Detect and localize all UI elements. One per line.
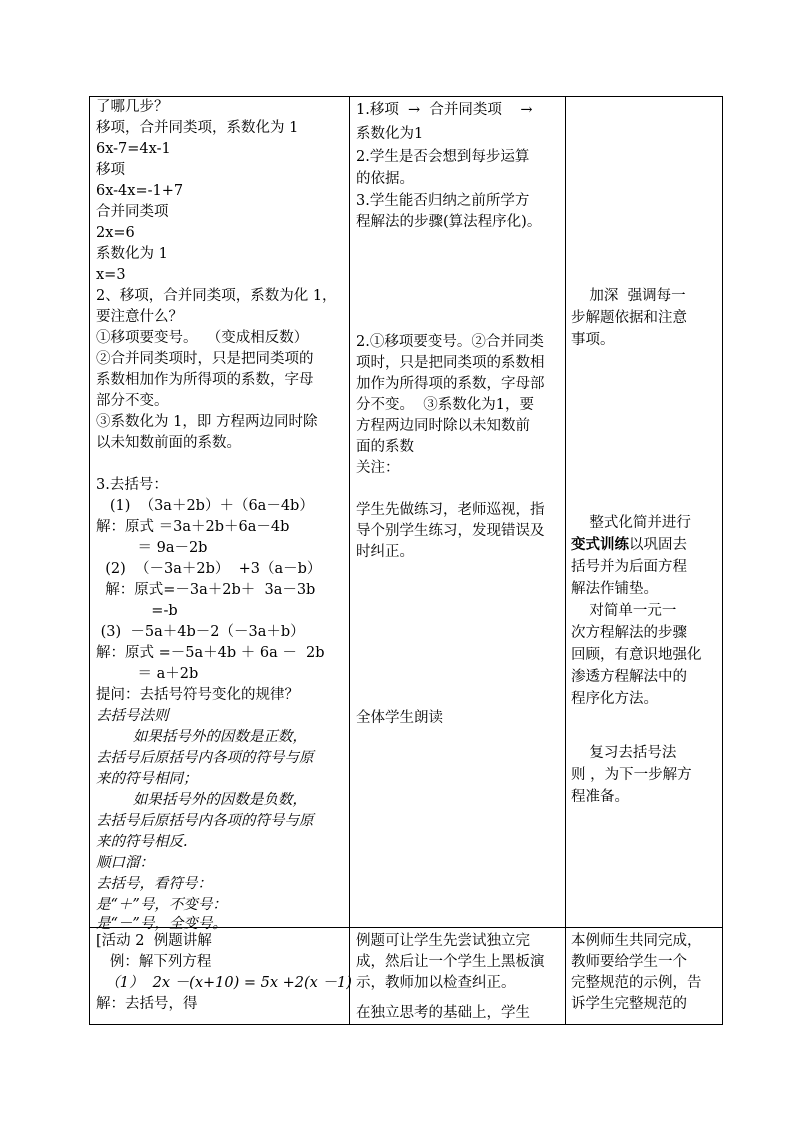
text-line: 合并同类项	[96, 204, 169, 220]
text-line: 导个别学生练习，发现错误及	[356, 523, 545, 539]
text-line: 复习去括号法	[571, 745, 677, 761]
text-line: 解：原式 =－5a＋4b ＋ 6a － 2b	[96, 645, 325, 661]
text-line: 解：原式=－3a＋2b＋ 3a－3b	[96, 582, 316, 598]
text-line: 的依据。	[356, 171, 414, 187]
rule-line: 去括号后原括号内各项的符号与原	[96, 813, 314, 829]
text-line: 部分不变。	[96, 393, 169, 409]
text-line: 移项	[96, 162, 125, 178]
bold-phrase: 变式训练	[571, 536, 629, 553]
teaching-content-cell	[90, 927, 350, 1024]
text-line: 以未知数前面的系数。	[96, 435, 241, 451]
text-line: 6x-7=4x-1	[96, 141, 171, 157]
text-line: 例：解下列方程	[96, 953, 212, 970]
rule-line: 来的符号相反.	[96, 834, 188, 850]
text-line: 在独立思考的基础上，学生	[356, 1004, 530, 1021]
text-fragment: 以巩固去	[629, 537, 687, 553]
text-line: 次方程解法的步骤	[571, 625, 687, 641]
text-line: 教师要给学生一个	[571, 953, 687, 970]
text-line: 要注意什么？	[96, 309, 183, 325]
rule-line: 顺口溜：	[96, 855, 154, 871]
text-line: 面的系数	[356, 439, 414, 455]
text-line: (1) （3a＋2b）＋（6a－4b）	[96, 498, 314, 514]
text-line	[571, 535, 687, 555]
teaching-content-cell	[90, 97, 350, 932]
text-line: 加作为所得项的系数，字母部	[356, 376, 545, 392]
text-line: 解：原式 ＝3a＋2b＋6a－4b	[96, 519, 290, 535]
text-line: 系数化为 1	[96, 246, 168, 262]
text-line: 渗透方程解法中的	[571, 669, 687, 685]
text-line: 解：去括号，得	[96, 995, 198, 1012]
text-line: 示，教师加以检查纠正。	[356, 974, 516, 991]
rule-line: 去括号，看符号：	[96, 876, 212, 892]
text-line: 全体学生朗读	[356, 710, 443, 726]
text-line: 本例师生共同完成，	[571, 932, 702, 949]
equation-line: （1） 2x －(x+10) = 5x +2(x －1)	[96, 974, 352, 991]
text-line: 对简单一元一	[571, 603, 677, 619]
table-row	[90, 97, 723, 928]
rule-line: 是“－”号，全变号。	[96, 916, 227, 932]
text-line: 程准备。	[571, 789, 629, 805]
text-line: 完整规范的示例，告	[571, 974, 702, 991]
text-line: ①移项要变号。 （变成相反数）	[96, 330, 309, 346]
design-intent-cell	[566, 97, 723, 928]
text-line: 提问：去括号符号变化的规律？	[96, 687, 299, 703]
rule-line: 是“＋”号，不变号：	[96, 897, 227, 913]
rule-line: 如果括号外的因数是负数，	[96, 792, 307, 808]
text-line: (3) －5a＋4b－2（－3a＋b）	[96, 624, 305, 640]
text-line: ＝ a＋2b	[96, 666, 199, 682]
rule-line: 来的符号相同；	[96, 771, 198, 787]
text-line: (2) （－3a＋2b） +3（a－b）	[96, 561, 322, 577]
text-line: 程序化方法。	[571, 691, 658, 707]
text-line: 例题可让学生先尝试独立完	[356, 932, 530, 949]
rule-line: 去括号后原括号内各项的符号与原	[96, 750, 314, 766]
rule-line: 去括号法则	[96, 708, 169, 724]
text-line: 事项。	[571, 332, 615, 348]
text-line: 2x=6	[96, 225, 135, 241]
text-line: 整式化简并进行	[571, 515, 691, 531]
text-line: 括号并为后面方程	[571, 559, 687, 575]
text-line: ③系数化为 1，即 方程两边同时除	[96, 414, 318, 430]
text-line: 3.学生能否归纳之前所学方	[356, 193, 530, 209]
text-line: 分不变。 ③系数化为1，要	[356, 397, 534, 413]
lesson-table	[89, 96, 723, 1025]
text-line: 程解法的步骤(算法程序化)。	[356, 214, 542, 230]
text-line: 项时，只是把同类项的系数相	[356, 355, 545, 371]
text-line: 系数化为1	[356, 126, 424, 142]
text-line: [活动 2 例题讲解	[96, 932, 212, 949]
table-row	[90, 927, 723, 1024]
text-line: 步解题依据和注意	[571, 310, 687, 326]
text-line: 时纠正。	[356, 544, 414, 560]
text-line: 则 ，为下一步解方	[571, 767, 692, 783]
text-line: =-b	[96, 603, 178, 619]
text-line: 2、移项，合并同类项，系数为化 1，	[96, 288, 337, 304]
text-line: 系数相加作为所得项的系数，字母	[96, 372, 314, 388]
text-line: 学生先做练习，老师巡视，指	[356, 502, 545, 518]
design-intent-cell	[566, 927, 723, 1024]
text-line: 3.去括号：	[96, 477, 168, 493]
text-line: 了哪几步？	[96, 99, 169, 115]
text-line: 加深 强调每一	[571, 288, 686, 304]
text-line: 1.移项 → 合并同类项 →	[356, 102, 533, 118]
text-line: ＝ 9a－2b	[96, 540, 208, 556]
rule-line: 如果括号外的因数是正数，	[96, 729, 307, 745]
student-activity-cell	[350, 97, 566, 928]
text-line: 方程两边同时除以未知数前	[356, 418, 530, 434]
text-line: 解法作铺垫。	[571, 581, 658, 597]
text-line: x=3	[96, 267, 126, 283]
student-activity-cell	[350, 927, 566, 1024]
text-line: ②合并同类项时，只是把同类项的	[96, 351, 314, 367]
text-line: 回顾，有意识地强化	[571, 647, 702, 663]
text-line: 2.①移项要变号。②合并同类	[356, 334, 544, 350]
text-line: 成，然后让一个学生上黑板演	[356, 953, 545, 970]
text-line: 6x-4x=-1+7	[96, 183, 184, 199]
text-line: 关注：	[356, 460, 400, 476]
text-line: 移项，合并同类项，系数化为 1	[96, 120, 299, 136]
text-line: 2.学生是否会想到每步运算	[356, 149, 530, 165]
text-line: 诉学生完整规范的	[571, 995, 687, 1012]
